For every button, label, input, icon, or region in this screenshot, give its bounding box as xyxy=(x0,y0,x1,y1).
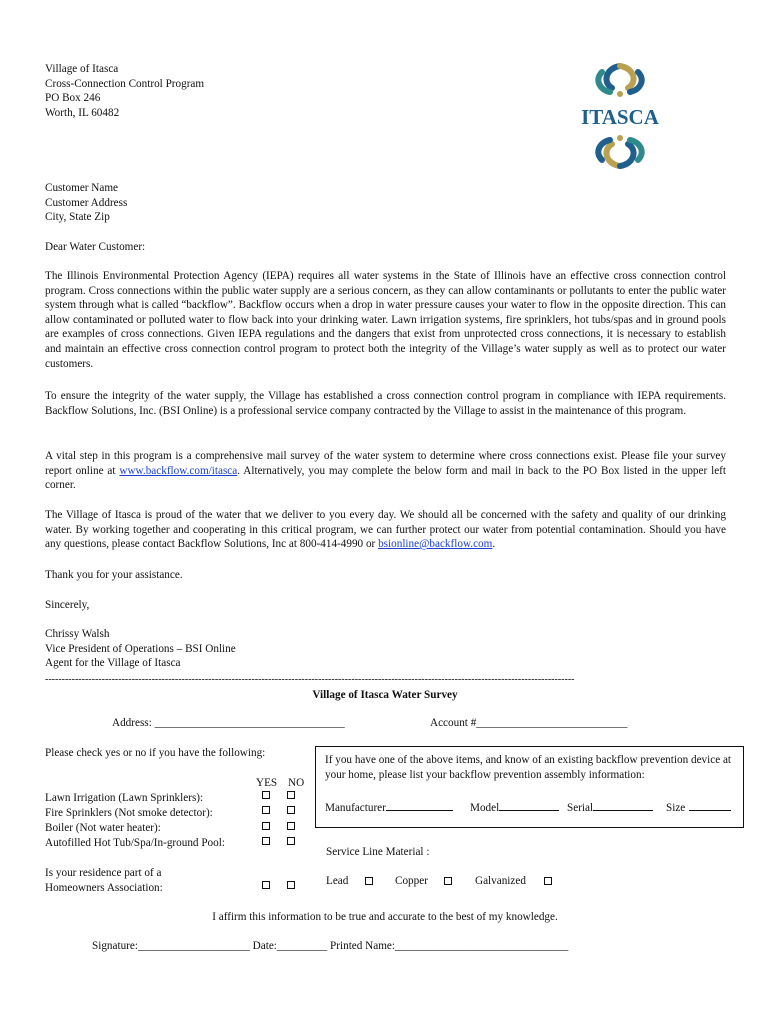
manufacturer-blank[interactable] xyxy=(386,799,453,811)
size-blank[interactable] xyxy=(689,799,731,811)
recipient-line: Customer Address xyxy=(45,196,128,209)
sender-address xyxy=(45,62,204,120)
itasca-logo xyxy=(562,58,678,174)
galvanized-label: Galvanized xyxy=(475,875,526,887)
sender-line: Worth, IL 60482 xyxy=(45,106,120,119)
sender-line: Village of Itasca xyxy=(45,63,119,75)
closing-line: Sincerely, xyxy=(45,599,90,611)
fire-yes-checkbox[interactable] xyxy=(262,806,270,814)
printed-name-blank[interactable]: _______________________________ xyxy=(394,940,569,952)
backflow-box-text: If you have one of the above items, and know of an existing backflow prevention device at your home, please list your backflow prevention assembly information: xyxy=(325,754,732,781)
hoa-question-line1: Is your residence part of a xyxy=(45,867,162,879)
serial-label: Serial xyxy=(567,802,594,814)
sender-line: Cross-Connection Control Program xyxy=(45,77,205,90)
item-lawn-irrigation: Lawn Irrigation (Lawn Sprinklers): xyxy=(45,792,204,804)
serial-blank[interactable] xyxy=(593,799,653,811)
paragraph-1: The Illinois Environmental Protection Agency (IEPA) requires all water systems in the State of Illinois have an effective cross connection control program. Cross connections within the public water supply are a serious concern, as they can allow contaminants or pollutants to enter the public water system through what is called “backflow”. Backflow occurs when a drop in water pressure causes your water to flow in the opposite direction. This can allow contaminated or polluted water to flow back into your drinking water. Lawn irrigation systems, fire sprinklers, hot tubs/spas and in ground pools are examples of cross connections. Given IEPA regulations and the dangers that exist from unprotected cross connections, it is necessary to establish and maintain an effective cross connection control program to protect both the integrity of the Village’s water supply as well as to protect our water customers. xyxy=(45,270,726,370)
manufacturer-label: Manufacturer xyxy=(325,802,386,814)
account-field[interactable] xyxy=(430,716,627,731)
email-link[interactable]: bsionline@backflow.com xyxy=(378,538,493,551)
p4-text-a: The Village of Itasca is proud of the water that we deliver to you every day. We should all be concerned with the safety and quality of our drinking water. By working together and cooperating in this critical program, we can further protect our water from potential contamination. Should you have any questions, please contact Backflow Solutions, Inc at 800-414-4990 or xyxy=(45,509,726,551)
cut-divider: --------------------------------------------------------------------------------------------------------------------------------------------------------------- xyxy=(45,674,575,685)
signature-label: Signature: xyxy=(92,940,138,952)
date-blank[interactable]: _________ xyxy=(276,940,328,952)
recipient-line: Customer Name xyxy=(45,182,119,194)
address-field[interactable] xyxy=(112,716,345,731)
signer-name: Chrissy Walsh xyxy=(45,628,110,640)
yes-header: YES xyxy=(256,777,278,789)
manufacturer-field[interactable] xyxy=(325,799,453,816)
signature-row xyxy=(92,939,568,954)
p3-text-a: A vital step in this program is a comprehensive mail survey of the water system to determine where cross connections exist. Please file your survey report online at xyxy=(45,450,726,477)
account-blank[interactable]: ___________________________ xyxy=(476,717,628,729)
model-blank[interactable] xyxy=(499,799,559,811)
sender-line: PO Box 246 xyxy=(45,92,101,105)
hoa-question-line2: Homeowners Association: xyxy=(45,882,163,894)
hottub-no-checkbox[interactable] xyxy=(287,837,295,845)
printed-name-label: Printed Name: xyxy=(330,940,395,952)
paragraph-3 xyxy=(45,449,726,493)
address-blank[interactable]: __________________________________ xyxy=(154,717,345,729)
signer-title: Vice President of Operations – BSI Online xyxy=(45,642,236,655)
survey-title: Village of Itasca Water Survey xyxy=(312,689,458,701)
fire-no-checkbox[interactable] xyxy=(287,806,295,814)
lead-option[interactable] xyxy=(326,874,348,889)
hottub-yes-checkbox[interactable] xyxy=(262,837,270,845)
paragraph-2: To ensure the integrity of the water supply, the Village has established a cross connection control program in compliance with IEPA requirements. Backflow Solutions, Inc. (BSI Online) is a professional service company contracted by the Village to assist in the maintenance of this program. xyxy=(45,390,726,417)
paragraph-4 xyxy=(45,508,726,552)
model-label: Model xyxy=(470,802,500,814)
boiler-no-checkbox[interactable] xyxy=(287,822,295,830)
check-prompt: Please check yes or no if you have the following: xyxy=(45,747,266,759)
galvanized-option[interactable] xyxy=(475,874,526,889)
service-line-label: Service Line Material : xyxy=(326,846,430,858)
item-fire-sprinklers: Fire Sprinklers (Not smoke detector): xyxy=(45,807,213,819)
recipient-address xyxy=(45,181,127,225)
hoa-no-checkbox[interactable] xyxy=(287,881,295,889)
item-boiler: Boiler (Not water heater): xyxy=(45,822,161,834)
p4-text-b: . xyxy=(492,538,496,551)
model-field[interactable] xyxy=(470,799,559,816)
lead-checkbox[interactable] xyxy=(365,877,373,885)
signer-agent: Agent for the Village of Itasca xyxy=(45,657,181,670)
signature-blank[interactable]: ____________________ xyxy=(138,940,250,952)
affirm-statement: I affirm this information to be true and accurate to the best of my knowledge. xyxy=(212,911,558,923)
recipient-line: City, State Zip xyxy=(45,211,110,224)
serial-field[interactable] xyxy=(567,799,653,816)
address-label: Address: xyxy=(112,717,155,729)
copper-label: Copper xyxy=(395,875,428,887)
boiler-yes-checkbox[interactable] xyxy=(262,822,270,830)
signature-block xyxy=(45,627,726,671)
thanks-line: Thank you for your assistance. xyxy=(45,569,183,581)
hoa-yes-checkbox[interactable] xyxy=(262,881,270,889)
p3-text-b: . Alternatively, you may complete the below form and mail in back to the PO Box listed in the upper left corner. xyxy=(45,464,726,492)
salutation: Dear Water Customer: xyxy=(45,241,146,253)
survey-link[interactable]: www.backflow.com/itasca xyxy=(119,464,238,477)
size-label: Size xyxy=(666,802,686,814)
galvanized-checkbox[interactable] xyxy=(544,877,552,885)
size-field[interactable] xyxy=(666,799,731,816)
date-label: Date: xyxy=(252,940,277,952)
logo-text: ITASCA xyxy=(581,105,659,129)
itasca-logo-icon xyxy=(562,58,678,174)
lawn-no-checkbox[interactable] xyxy=(287,791,295,799)
account-label: Account # xyxy=(430,717,477,729)
item-hot-tub: Autofilled Hot Tub/Spa/In-ground Pool: xyxy=(45,837,225,849)
copper-checkbox[interactable] xyxy=(444,877,452,885)
copper-option[interactable] xyxy=(395,874,428,889)
no-header: NO xyxy=(288,777,305,789)
lawn-yes-checkbox[interactable] xyxy=(262,791,270,799)
lead-label: Lead xyxy=(326,875,349,887)
